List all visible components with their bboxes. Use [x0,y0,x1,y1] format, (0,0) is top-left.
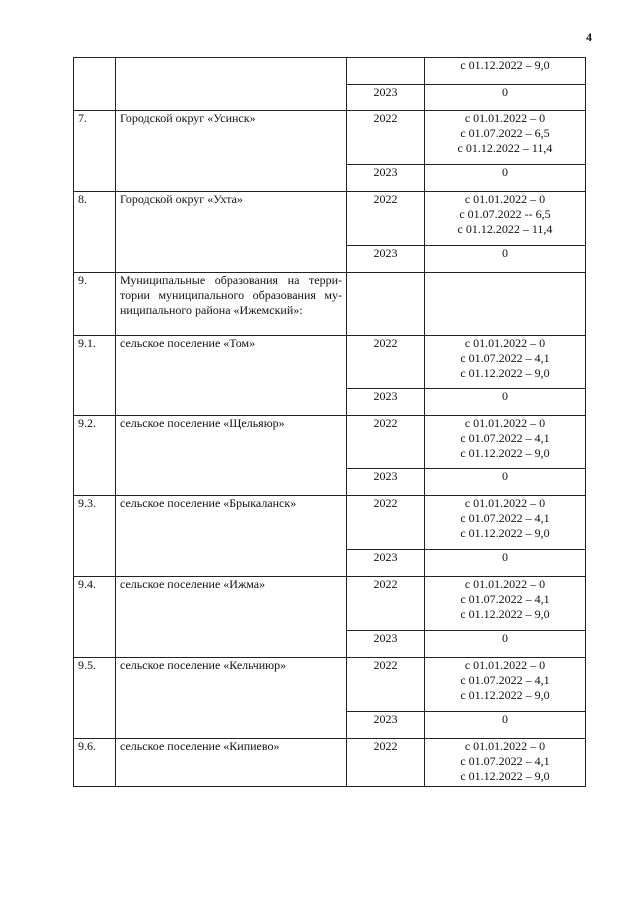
value-cell [425,577,586,631]
year-cell: 2022 [347,577,425,631]
tariff-table [73,57,586,787]
row-number: 7. [74,111,116,192]
year-cell: 2022 [347,111,425,165]
value-cell [425,469,586,496]
municipality-name: Городской округ «Ухта» [116,192,347,273]
value-line: с 01.12.2022 – 11,4 [457,222,553,236]
value-line: с 01.01.2022 – 0 [464,192,546,206]
row-number: 9.3. [74,496,116,577]
municipality-name: сельское поселение «Кельчиюр» [116,658,347,739]
value-line: 0 [502,631,508,645]
year-cell: 2022 [347,336,425,389]
year-cell: 2023 [347,246,425,273]
year-cell: 2022 [347,192,425,246]
value-line: 0 [502,85,508,99]
value-line: с 01.07.2022 – 4,1 [460,351,550,365]
row-number: 9.4. [74,577,116,658]
year-cell: 2023 [347,469,425,496]
page-number: 4 [586,30,592,44]
value-cell [425,739,586,787]
row-number: 9.1. [74,336,116,416]
table-row [74,58,586,85]
value-cell [425,336,586,389]
row-number: 8. [74,192,116,273]
value-cell [425,631,586,658]
value-cell [425,712,586,739]
value-cell [425,165,586,192]
municipality-name-line: ниципального района «Ижемский»: [120,303,303,317]
table-row [74,336,586,389]
table-row [74,273,586,336]
value-cell [425,273,586,336]
value-cell [425,246,586,273]
year-cell: 2022 [347,658,425,712]
value-line: с 01.07.2022 – 4,1 [460,431,550,445]
value-cell [425,58,586,85]
value-line: с 01.07.2022 – 6,5 [460,126,550,140]
table-row [74,577,586,631]
value-line: с 01.07.2022 – 4,1 [460,673,550,687]
value-line: с 01.07.2022 – 4,1 [460,592,550,606]
municipality-name: сельское поселение «Щельяюр» [116,416,347,496]
municipality-name [116,273,347,336]
value-cell [425,416,586,469]
value-line: 0 [502,712,508,726]
value-line: с 01.01.2022 – 0 [464,111,546,125]
value-line: с 01.07.2022 – 4,1 [460,511,550,525]
value-line: с 01.12.2022 – 11,4 [457,141,553,155]
tariff-table-body [74,58,586,787]
value-cell [425,550,586,577]
table-row [74,658,586,712]
table-row [74,192,586,246]
value-line: с 01.12.2022 – 9,0 [460,688,550,702]
value-line: с 01.12.2022 – 9,0 [460,526,550,540]
municipality-name: сельское поселение «Кипиево» [116,739,347,787]
year-cell: 2022 [347,496,425,550]
value-line: с 01.12.2022 – 9,0 [460,769,550,783]
value-line: с 01.01.2022 – 0 [464,577,546,591]
value-line: 0 [502,550,508,564]
value-cell [425,111,586,165]
value-line: с 01.01.2022 – 0 [464,336,546,350]
value-line: 0 [502,165,508,179]
value-line: с 01.01.2022 – 0 [464,739,546,753]
value-line: 0 [502,246,508,260]
value-cell [425,496,586,550]
year-cell: 2022 [347,739,425,787]
value-cell [425,389,586,416]
municipality-name: сельское поселение «Брыкаланск» [116,496,347,577]
municipality-name [116,58,347,111]
municipality-name: сельское поселение «Том» [116,336,347,416]
value-line: с 01.07.2022 -- 6,5 [459,207,551,221]
value-line: с 01.12.2022 – 9,0 [460,446,550,460]
year-cell: 2023 [347,631,425,658]
value-line: с 01.12.2022 – 9,0 [460,58,550,72]
year-cell: 2023 [347,389,425,416]
row-number: 9. [74,273,116,336]
table-row [74,739,586,787]
value-cell [425,192,586,246]
table-row [74,111,586,165]
row-number: 9.2. [74,416,116,496]
year-cell: 2023 [347,85,425,111]
year-cell [347,58,425,85]
municipality-name: Городской округ «Усинск» [116,111,347,192]
table-row [74,496,586,550]
value-line: с 01.01.2022 – 0 [464,416,546,430]
year-cell: 2023 [347,550,425,577]
municipality-name-line: Муниципальные образования на терри- [120,273,342,287]
value-line: с 01.01.2022 – 0 [464,658,546,672]
year-cell [347,273,425,336]
year-cell: 2023 [347,712,425,739]
value-line: 0 [502,389,508,403]
year-cell: 2022 [347,416,425,469]
value-cell [425,85,586,111]
table-row [74,416,586,469]
municipality-name-line: тории муниципального образования му- [120,288,342,302]
value-line: 0 [502,469,508,483]
row-number [74,58,116,111]
row-number: 9.5. [74,658,116,739]
row-number: 9.6. [74,739,116,787]
value-line: с 01.12.2022 – 9,0 [460,366,550,380]
year-cell: 2023 [347,165,425,192]
value-line: с 01.12.2022 – 9,0 [460,607,550,621]
value-cell [425,658,586,712]
municipality-name: сельское поселение «Ижма» [116,577,347,658]
value-line: с 01.01.2022 – 0 [464,496,546,510]
value-line: с 01.07.2022 – 4,1 [460,754,550,768]
